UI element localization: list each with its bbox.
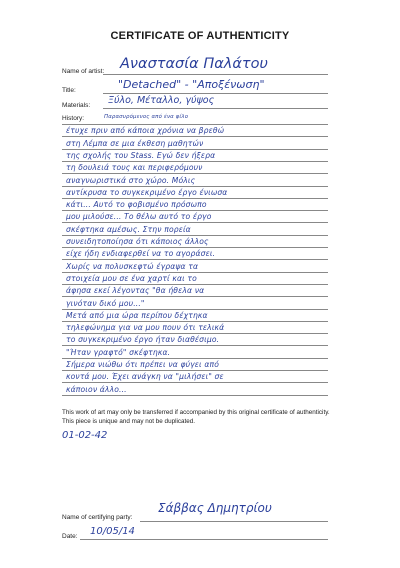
history-line: τηλεφώνημα για να μου πουν ότι τελικά: [66, 323, 225, 333]
history-line: είχε ήδη ενδιαφερθεί να το αγοράσει.: [66, 249, 216, 259]
history-line: στοιχεία μου σε ένα χαρτί και το: [66, 273, 197, 283]
history-line: το συγκεκριμένο έργο ήταν διαθέσιμο.: [66, 335, 220, 345]
certificate-title: CERTIFICATE OF AUTHENTICITY: [110, 30, 290, 42]
history-line: γινόταν δικό μου...": [66, 298, 145, 308]
transfer-note: This work of art may only be transferred if accompanied by this original certificate of authenticity. This piece is unique and may not be duplicated.: [62, 409, 330, 425]
history-line: στη Λέμπα σε μια έκθεση μαθητών: [66, 138, 204, 148]
certificate-code: 01-02-42: [62, 430, 108, 441]
history-label: History:: [62, 115, 85, 122]
history-line: της σχολής του Stass. Εγώ δεν ήξερα: [66, 150, 216, 160]
materials-label: Materials:: [62, 102, 91, 109]
history-line: Παρασυρόμενος από ένα φίλο: [104, 114, 189, 120]
history-line: κοντά μου. Έχει ανάγκη να "μιλήσει" σε: [66, 372, 224, 382]
materials-value: Ξύλο, Μέταλλο, γύψος: [108, 95, 215, 106]
history-line: αντίκρυσα το συγκεκριμένο έργο ένιωσα: [66, 187, 228, 197]
history-line: κάποιον άλλο...: [66, 384, 127, 394]
date-rule: [80, 539, 328, 540]
history-line: κάτι... Αυτό το φοβισμένο πρόσωπο: [66, 200, 207, 210]
history-line: σκέφτηκα αμέσως. Στην πορεία: [66, 224, 191, 234]
title-rule: [103, 93, 328, 94]
artist-name: Αναστασία Παλάτου: [120, 56, 268, 72]
certifying-party-label: Name of certifying party:: [62, 514, 133, 521]
work-title: "Detached" - "Αποξένωση": [118, 78, 265, 91]
certifying-party-name: Σάββας Δημητρίου: [158, 501, 272, 515]
history-line: Χωρίς να πολυσκεφτώ έγραψα τα: [66, 261, 199, 271]
history-line: Σήμερα νιώθω ότι πρέπει να φύγει από: [66, 360, 220, 369]
history-line: τη δουλειά τους και περιφερόμουν: [66, 163, 203, 173]
history-line: άφησα εκεί λέγοντας "θα ήθελα να: [66, 286, 205, 296]
title-label: Title:: [62, 87, 76, 94]
artist-label: Name of artist:: [62, 68, 105, 75]
date-label: Date:: [62, 533, 78, 540]
materials-rule: [103, 108, 328, 109]
date-value: 10/05/14: [90, 526, 135, 537]
history-line: "Ήταν γραφτό" σκέφτηκα.: [66, 347, 171, 357]
history-line: συνειδητοποίησα ότι κάποιος άλλος: [66, 237, 209, 246]
history-line: αναγνωριστικά στο χώρο. Μόλις: [66, 175, 196, 185]
certifying-party-rule: [140, 521, 328, 522]
history-line: έτυχε πριν από κάποια χρόνια να βρεθώ: [66, 126, 225, 136]
artist-rule: [103, 74, 328, 75]
history-line: μου μιλούσε... Το θέλω αυτό το έργο: [66, 212, 212, 222]
history-line: Μετά από μια ώρα περίπου δέχτηκα: [66, 310, 208, 320]
